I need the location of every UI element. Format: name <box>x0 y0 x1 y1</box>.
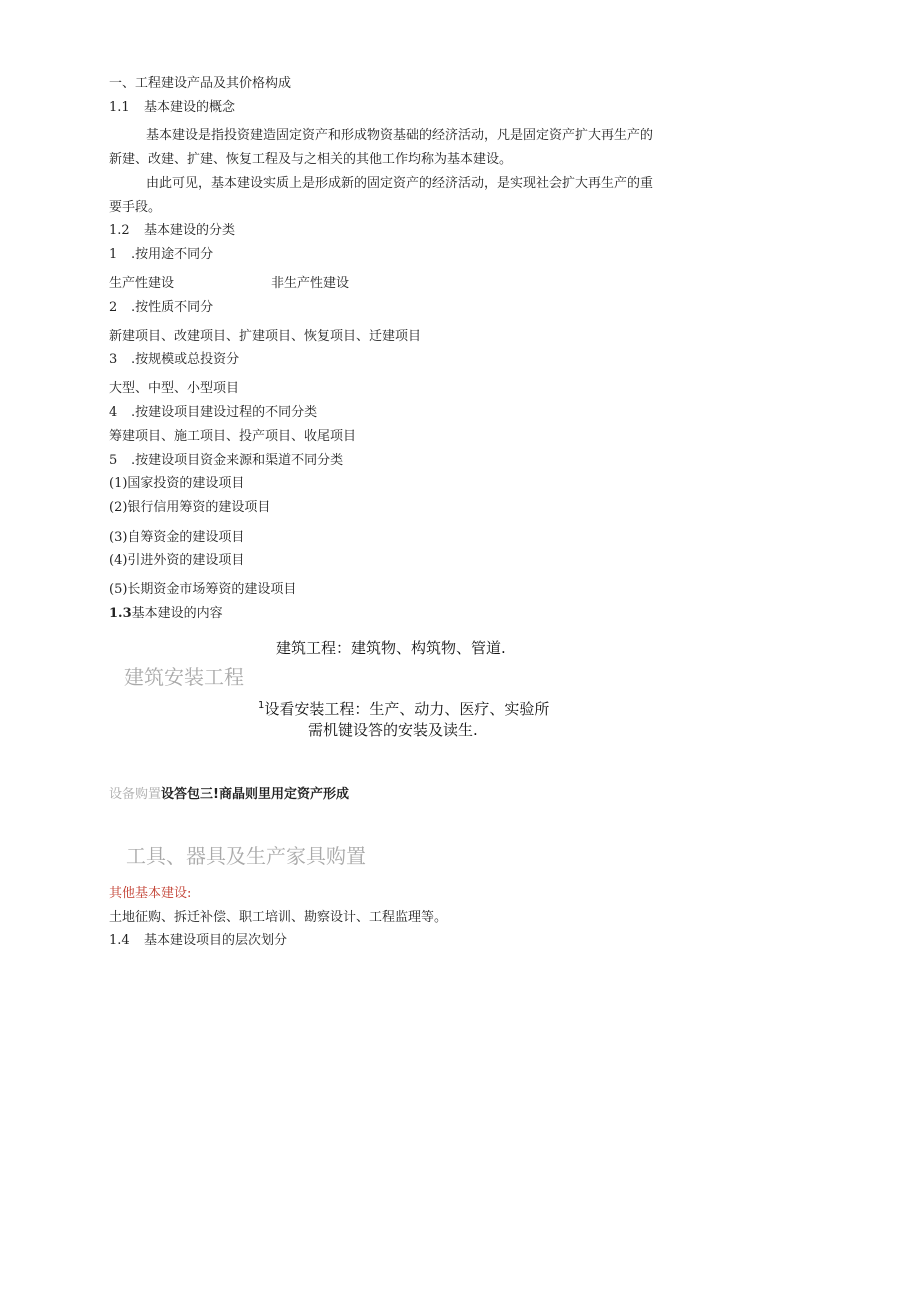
subsection-number: 1.4 <box>109 933 130 948</box>
classification-item: 生产性建设 <box>109 276 175 291</box>
diagram-tools-label: 工具、器具及生产家具购置 <box>126 844 366 868</box>
list-item: (4)引进外资的建设项目 <box>109 553 245 568</box>
paragraph-line: 要手段。 <box>109 200 162 215</box>
paragraph-line: 新建、改建、扩建、恢复工程及与之相关的其他工作均称为基本建设。 <box>109 152 513 167</box>
diagram-other-label: 其他基本建设: <box>109 886 192 901</box>
list-item: (3)自筹资金的建设项目 <box>109 530 245 545</box>
subsection-title: 基本建设项目的层次划分 <box>144 933 288 948</box>
paragraph-line: 由此可见，基本建设实质上是形成新的固定资产的经济活动，是实现社会扩大再生产的重 <box>146 176 654 191</box>
subsection-title: 基本建设的内容 <box>131 606 223 621</box>
diagram-install-works: $^1$设看安装工程：生产、动力、医疗、实验所 <box>258 700 550 718</box>
classification-heading: 3 .按规模或总投资分 <box>109 352 240 367</box>
subsection-heading-1-4 <box>109 933 287 949</box>
subsection-heading-1-3 <box>109 606 223 622</box>
classification-heading: 4 .按建设项目建设过程的不同分类 <box>109 405 318 420</box>
diagram-building-works: 建筑工程：建筑物、构筑物、管道. <box>276 639 506 657</box>
diagram-other-text: 土地征购、拆迁补偿、职工培训、勘察设计、工程监理等。 <box>109 910 448 925</box>
classification-heading: 1 .按用途不同分 <box>109 247 214 262</box>
subsection-number: 1.3 <box>109 606 132 621</box>
classification-heading: 5 .按建设项目资金来源和渠道不同分类 <box>109 453 344 468</box>
classification-heading: 2 .按性质不同分 <box>109 300 214 315</box>
list-item: (2)银行信用筹资的建设项目 <box>109 500 271 515</box>
diagram-equipment-label: 设备购置 <box>109 787 162 802</box>
subsection-heading-1-1 <box>109 100 235 116</box>
list-item: (5)长期资金市场筹资的建设项目 <box>109 582 297 597</box>
diagram-equipment-line <box>109 787 349 803</box>
diagram-install-works-continued: 需机键设答的安装及读生. <box>308 721 478 739</box>
subsection-number: 1.2 <box>109 223 130 238</box>
classification-item: 非生产性建设 <box>271 276 350 291</box>
subsection-title: 基本建设的概念 <box>144 100 236 115</box>
section-heading: 一、工程建设产品及其价格构成 <box>109 76 292 91</box>
diagram-equipment-text: 设答包三!商晶则里用定资产形成 <box>161 787 349 802</box>
classification-item: 筹建项目、施工项目、投产项目、收尾项目 <box>109 429 357 444</box>
classification-item: 大型、中型、小型项目 <box>109 381 240 396</box>
list-item: (1)国家投资的建设项目 <box>109 476 245 491</box>
diagram-install-group-label: 建筑安装工程 <box>124 665 244 689</box>
paragraph-line: 基本建设是指投资建造固定资产和形成物资基础的经济活动，凡是固定资产扩大再生产的 <box>146 128 654 143</box>
subsection-heading-1-2 <box>109 223 235 239</box>
subsection-title: 基本建设的分类 <box>144 223 236 238</box>
classification-item: 新建项目、改建项目、扩建项目、恢复项目、迁建项目 <box>109 329 422 344</box>
subsection-number: 1.1 <box>109 100 130 115</box>
